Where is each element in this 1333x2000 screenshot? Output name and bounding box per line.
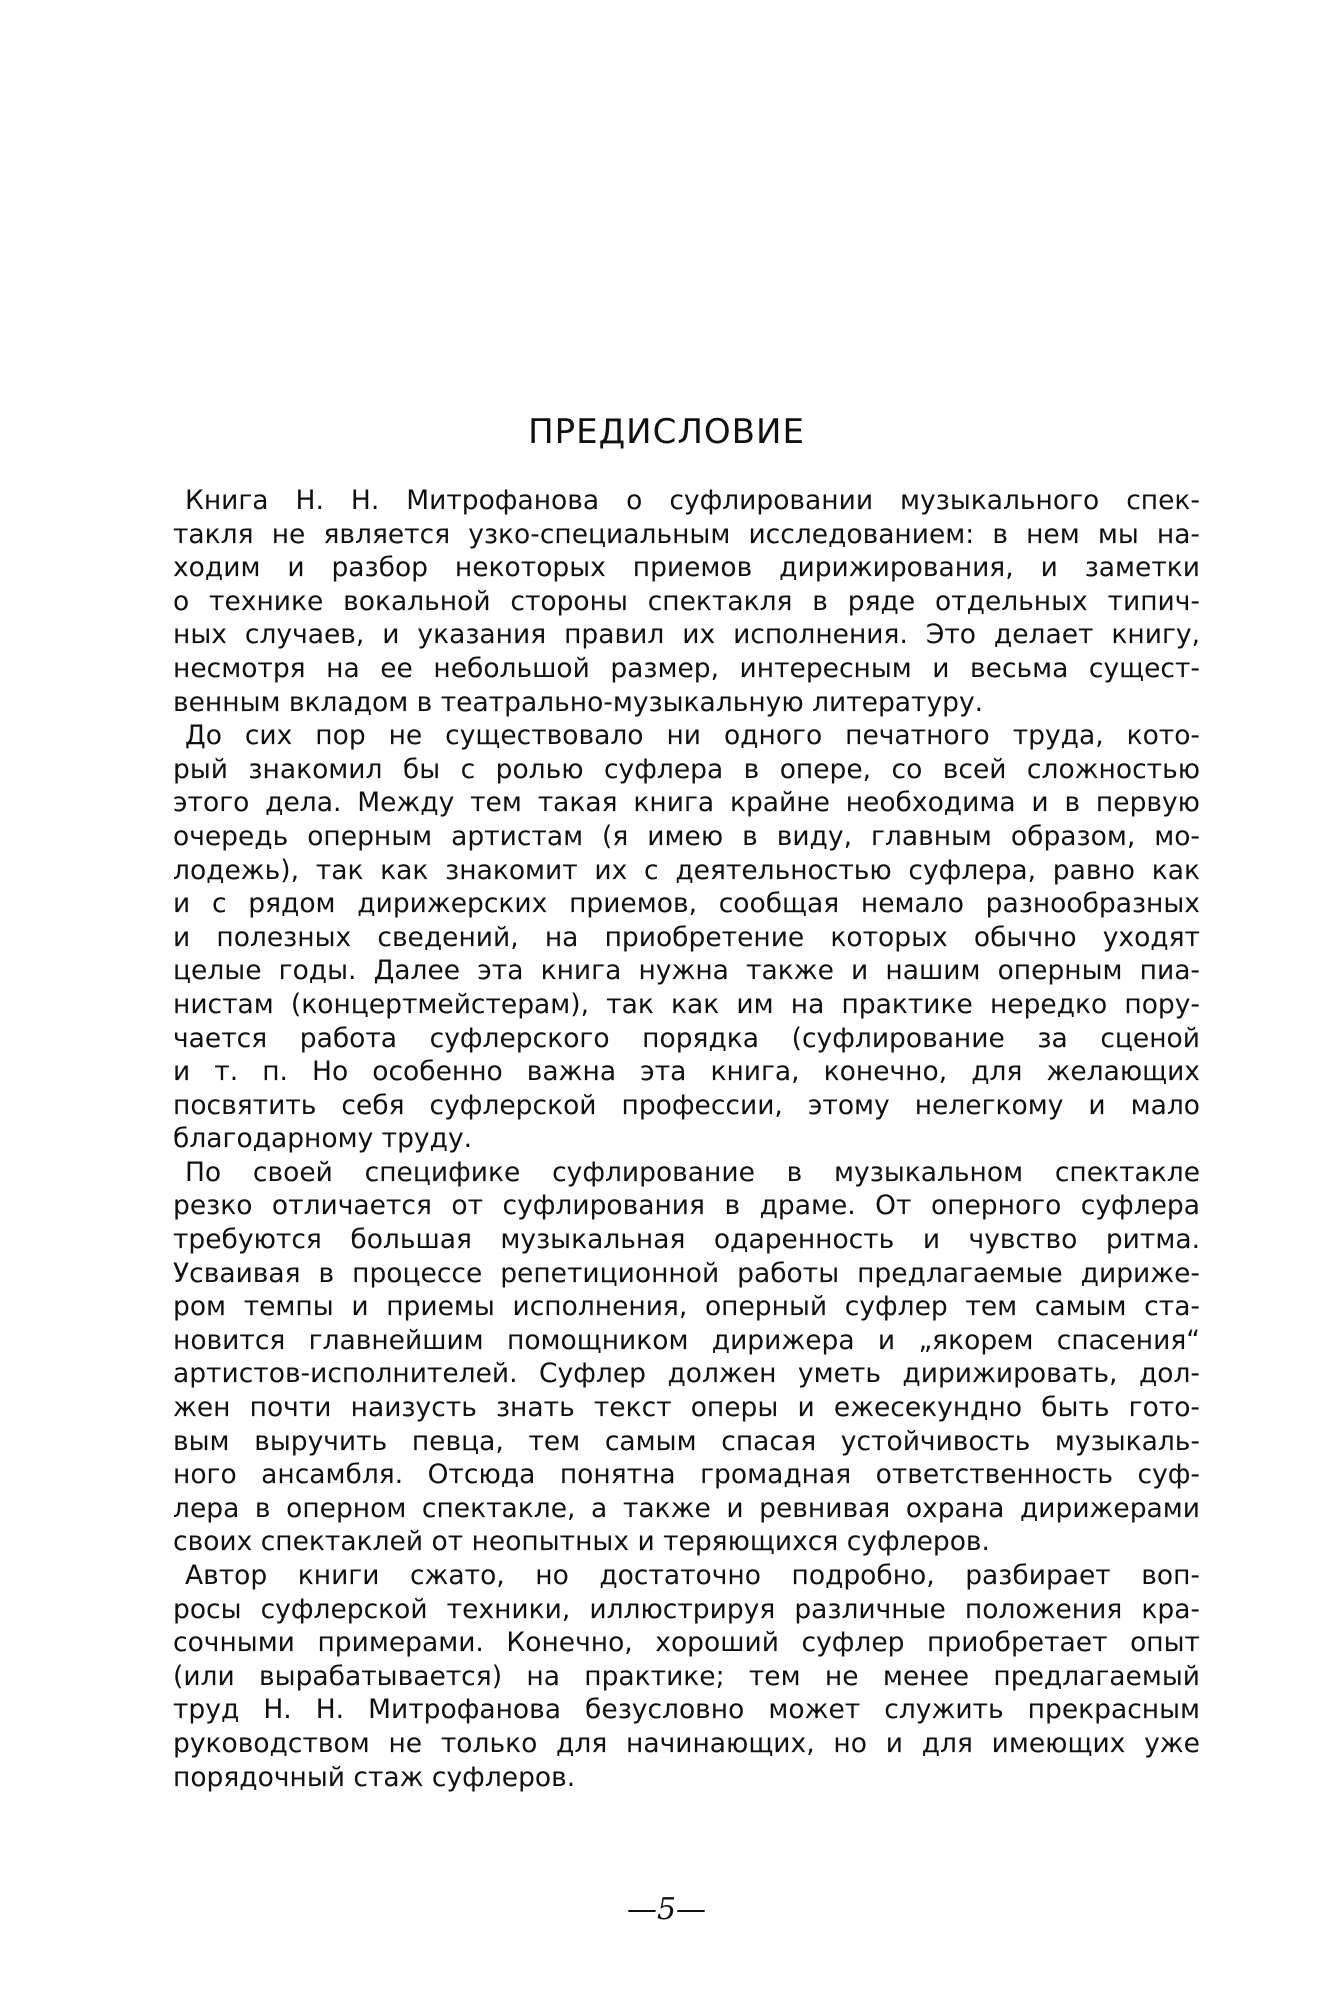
text-line: Усваивая в процессе репетиционной работы предлагаемые дириже-: [173, 1257, 1200, 1289]
paragraph: [173, 1156, 1200, 1559]
text-line: ром темпы и приемы исполнения, оперный суфлер тем самым ста-: [173, 1291, 1200, 1323]
text-line: целые годы. Далее эта книга нужна также и нашим оперным пиа-: [173, 955, 1200, 987]
page-number: —5—: [626, 1892, 707, 1927]
text-line: несмотря на ее небольшой размер, интересным и весьма сущест-: [173, 652, 1200, 684]
text-line: лера в оперном спектакле, а также и ревнивая охрана дирижерами: [173, 1492, 1200, 1524]
text-line: посвятить себя суфлерской профессии, этому нелегкому и мало: [173, 1089, 1200, 1121]
text-line: очередь оперным артистам (я имею в виду, главным образом, мо-: [173, 820, 1200, 852]
text-line: и полезных сведений, на приобретение которых обычно уходят: [173, 921, 1200, 953]
text-line: новится главнейшим помощником дирижера и „якорем спасения“: [173, 1324, 1200, 1356]
text-line: нистам (концертмейстерам), так как им на практике нередко пору-: [173, 988, 1200, 1020]
page-title: ПРЕДИСЛОВИЕ: [528, 412, 805, 452]
text-line: требуются большая музыкальная одаренность и чувство ритма.: [173, 1224, 1200, 1256]
text-line: вым выручить певца, тем самым спасая устойчивость музыкаль-: [173, 1425, 1200, 1457]
text-line: своих спектаклей от неопытных и теряющихся суфлеров.: [173, 1526, 990, 1558]
text-line: сочными примерами. Конечно, хороший суфлер приобретает опыт: [173, 1627, 1200, 1659]
text-line: По своей специфике суфлирование в музыкальном спектакле: [185, 1156, 1200, 1188]
text-line: о технике вокальной стороны спектакля в ряде отдельных типич-: [173, 585, 1200, 617]
text-line: ходим и разбор некоторых приемов дирижирования, и заметки: [173, 552, 1200, 584]
text-line: такля не является узко-специальным исследованием: в нем мы на-: [173, 518, 1200, 550]
text-line: ных случаев, и указания правил их исполнения. Это делает книгу,: [173, 619, 1200, 651]
paragraph: [173, 1559, 1200, 1794]
text-line: венным вкладом в театрально-музыкальную литературу.: [173, 686, 984, 718]
text-line: этого дела. Между тем такая книга крайне необходима и в первую: [173, 787, 1200, 819]
text-line: и т. п. Но особенно важна эта книга, конечно, для желающих: [173, 1056, 1200, 1088]
text-line: порядочный стаж суфлеров.: [173, 1761, 576, 1793]
text-line: руководством не только для начинающих, но и для имеющих уже: [173, 1727, 1200, 1759]
text-line: жен почти наизусть знать текст оперы и ежесекундно быть гото-: [173, 1392, 1200, 1424]
text-line: артистов-исполнителей. Суфлер должен уметь дирижировать, дол-: [173, 1358, 1200, 1390]
text-line: ного ансамбля. Отсюда понятна громадная ответственность суф-: [173, 1459, 1200, 1491]
text-line: (или вырабатывается) на практике; тем не менее предлагаемый: [173, 1660, 1200, 1692]
text-line: Автор книги сжато, но достаточно подробно, разбирает воп-: [185, 1560, 1200, 1591]
text-line: труд Н. Н. Митрофанова безусловно может служить прекрасным: [173, 1694, 1200, 1726]
preface-text: [173, 484, 1200, 1794]
text-line: рый знакомил бы с ролью суфлера в опере, со всей сложностью: [173, 753, 1200, 785]
text-line: лодежь), так как знакомит их с деятельностью суфлера, равно как: [173, 854, 1200, 886]
text-line: Книга Н. Н. Митрофанова о суфлировании музыкального спек-: [185, 485, 1200, 516]
text-line: До сих пор не существовало ни одного печатного труда, кото-: [185, 720, 1200, 752]
paragraph: [173, 484, 1200, 719]
text-line: и с рядом дирижерских приемов, сообщая немало разнообразных: [173, 888, 1200, 920]
paragraph: [173, 719, 1200, 1156]
text-line: чается работа суфлерского порядка (суфлирование за сценой: [173, 1022, 1200, 1054]
text-line: резко отличается от суфлирования в драме. От оперного суфлера: [173, 1190, 1200, 1222]
text-line: росы суфлерской техники, иллюстрируя различные положения кра-: [173, 1593, 1200, 1625]
text-line: благодарному труду.: [173, 1123, 473, 1155]
